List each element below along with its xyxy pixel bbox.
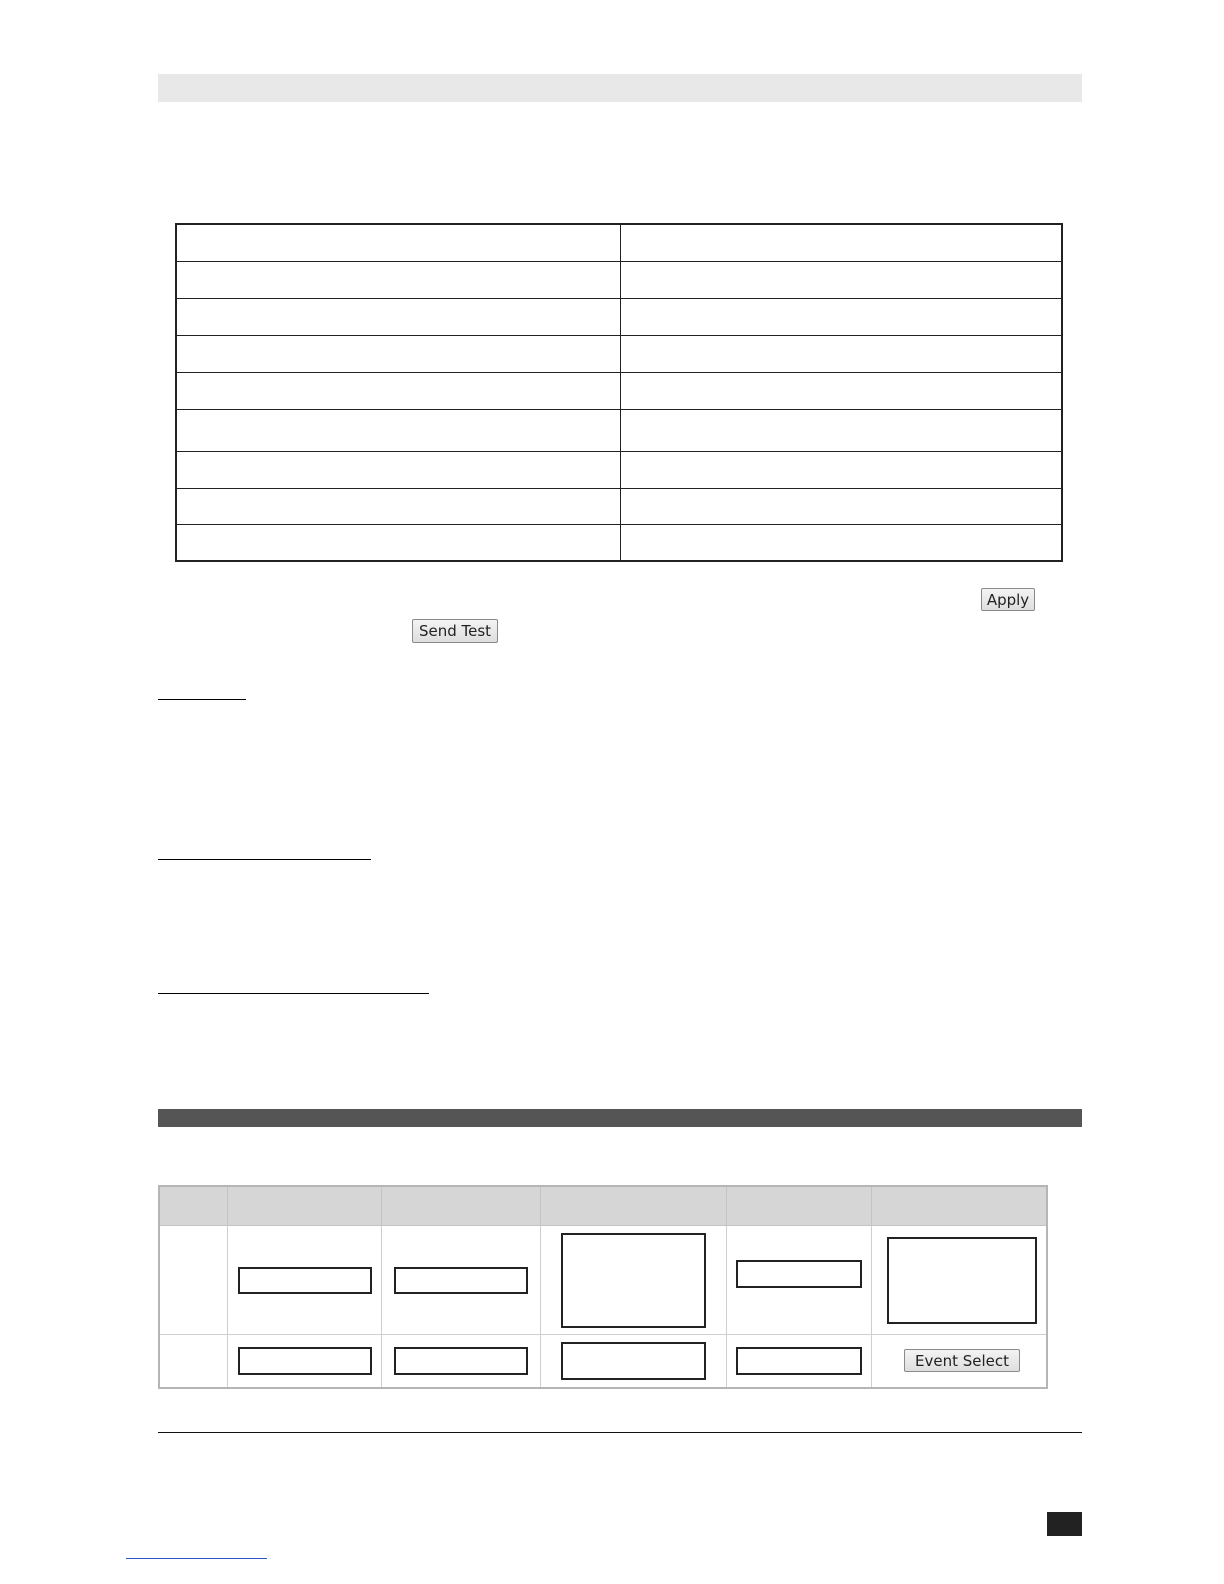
event-select-button[interactable]: Event Select (904, 1349, 1020, 1372)
table-cell (621, 524, 1063, 561)
table-cell (727, 1335, 872, 1388)
table-cell (176, 409, 621, 451)
section-divider-bar (158, 1109, 1082, 1127)
send-test-button[interactable]: Send Test (412, 619, 498, 643)
table-cell (228, 1335, 382, 1388)
footer-rule (158, 1432, 1082, 1433)
column-header (228, 1186, 382, 1226)
table-row (176, 335, 1062, 372)
table-cell (872, 1226, 1048, 1335)
table-cell (228, 1226, 382, 1335)
table-cell (621, 298, 1063, 335)
table-cell (176, 335, 621, 372)
table-cell (872, 1335, 1048, 1388)
column-header (382, 1186, 541, 1226)
underlined-heading (158, 859, 371, 860)
table-header-row (159, 1186, 1047, 1226)
apply-button[interactable]: Apply (981, 588, 1035, 611)
column-header (541, 1186, 727, 1226)
table-cell (621, 335, 1063, 372)
multi-select-list[interactable] (887, 1237, 1037, 1324)
column-header (727, 1186, 872, 1226)
text-input[interactable] (736, 1260, 862, 1288)
settings-table (175, 223, 1063, 562)
page-number-tab (1047, 1512, 1082, 1536)
text-input[interactable] (394, 1347, 528, 1375)
table-cell (621, 224, 1063, 261)
table-row (176, 488, 1062, 524)
table-row (159, 1226, 1047, 1335)
table-cell (176, 488, 621, 524)
multi-select-list[interactable] (561, 1233, 706, 1328)
table-cell (727, 1226, 872, 1335)
table-cell (176, 261, 621, 298)
footer-link[interactable] (126, 1558, 267, 1559)
event-table (158, 1185, 1048, 1389)
table-cell (621, 261, 1063, 298)
table-cell (541, 1335, 727, 1388)
column-header (159, 1186, 228, 1226)
column-header (872, 1186, 1048, 1226)
text-input[interactable] (238, 1267, 372, 1294)
table-row (176, 298, 1062, 335)
table-row (176, 409, 1062, 451)
text-input[interactable] (736, 1347, 862, 1375)
section-header-bar (158, 74, 1082, 102)
table-cell (159, 1226, 228, 1335)
text-input[interactable] (394, 1267, 528, 1294)
table-cell (176, 298, 621, 335)
text-input[interactable] (561, 1342, 706, 1380)
table-cell (382, 1226, 541, 1335)
table-cell (159, 1335, 228, 1388)
table-row (159, 1335, 1047, 1388)
table-row (176, 524, 1062, 561)
table-cell (621, 488, 1063, 524)
table-row (176, 372, 1062, 409)
table-row (176, 224, 1062, 261)
table-cell (176, 372, 621, 409)
table-cell (621, 451, 1063, 488)
underlined-heading (158, 699, 246, 700)
text-input[interactable] (238, 1347, 372, 1375)
table-cell (541, 1226, 727, 1335)
table-cell (382, 1335, 541, 1388)
table-cell (176, 451, 621, 488)
table-cell (176, 524, 621, 561)
table-row (176, 451, 1062, 488)
table-cell (621, 409, 1063, 451)
table-row (176, 261, 1062, 298)
underlined-heading (158, 993, 429, 994)
table-cell (176, 224, 621, 261)
table-cell (621, 372, 1063, 409)
